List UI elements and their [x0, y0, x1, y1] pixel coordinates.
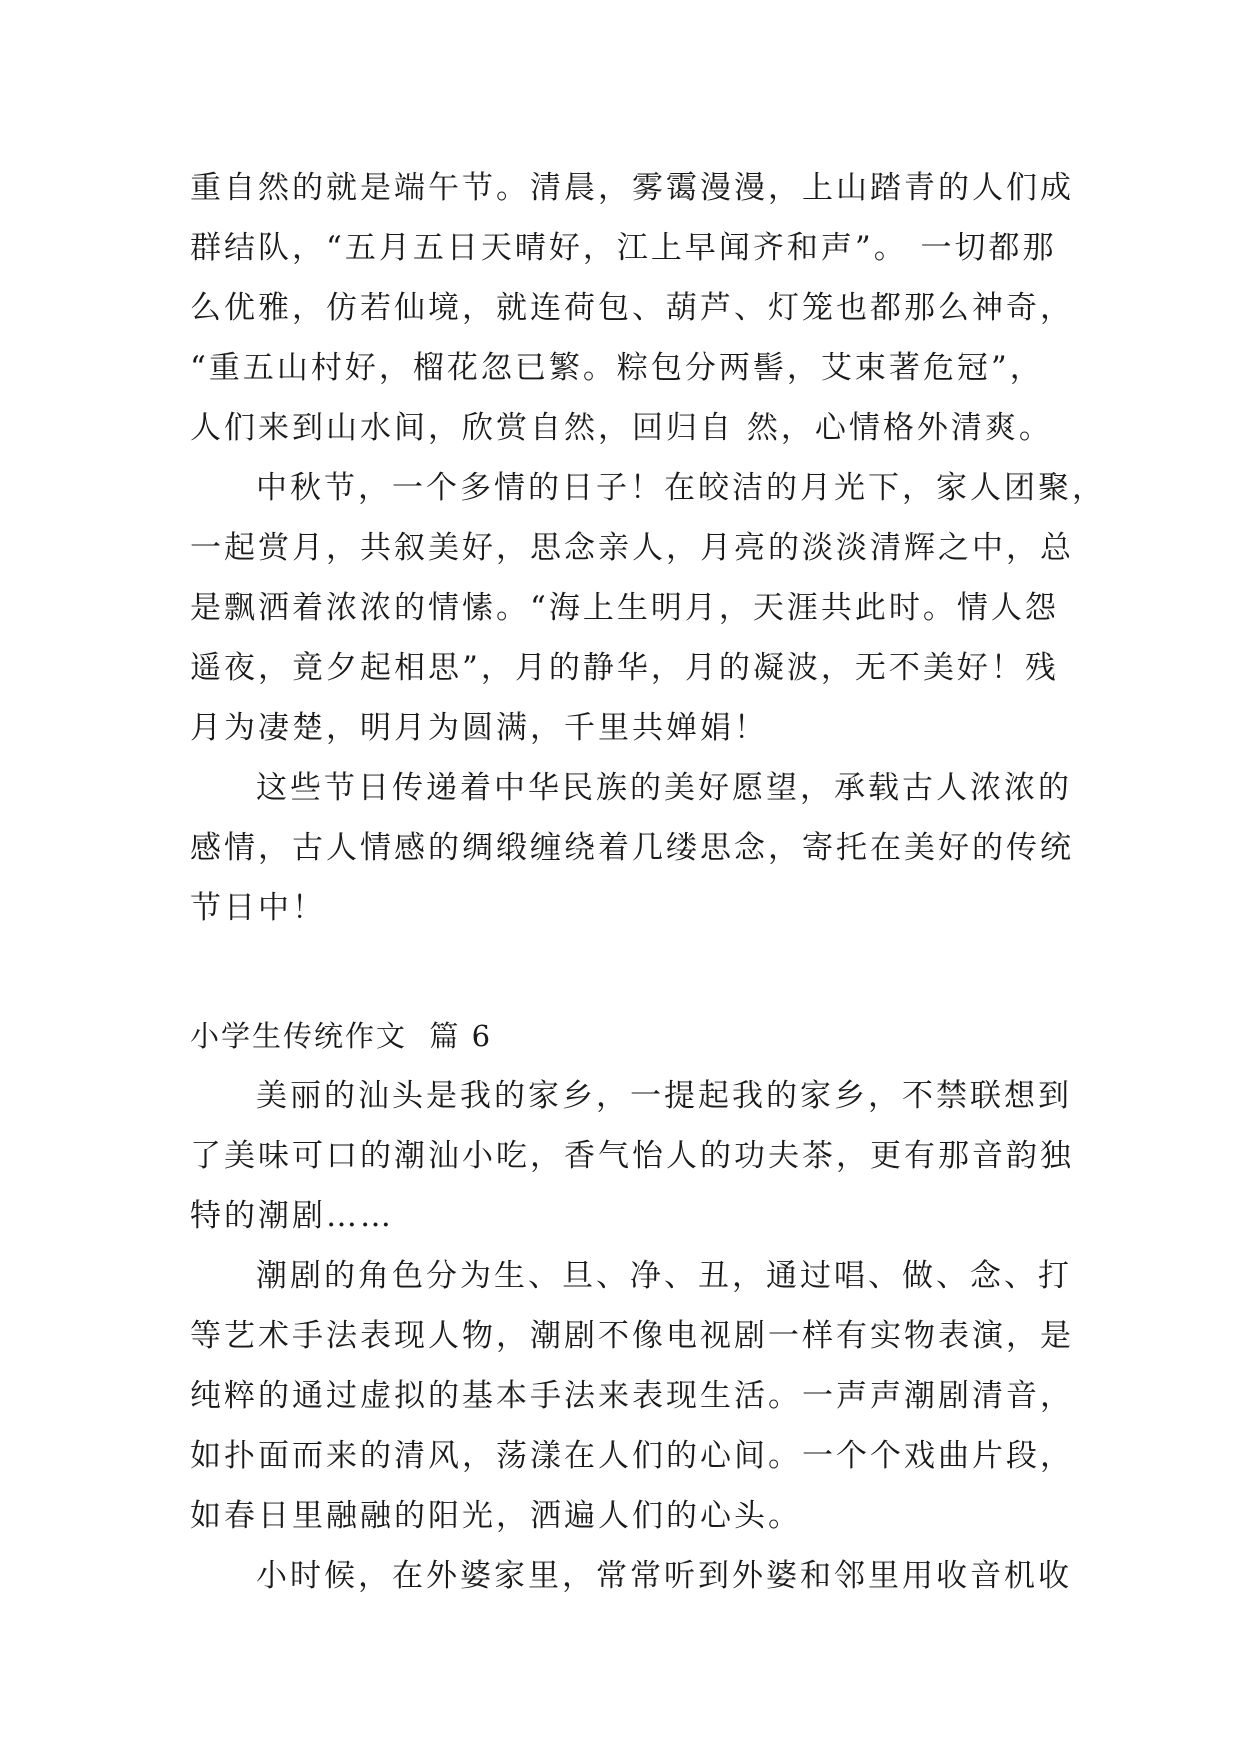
text-line: 中秋节，一个多情的日子！在皎洁的月光下，家人团聚， [256, 470, 1106, 506]
text-line: 如春日里融融的阳光，洒遍人们的心头。 [190, 1498, 802, 1534]
section-gap [190, 938, 1058, 1006]
text-line: 人们来到山水间，欣赏自然，回归自 然，心情格外清爽。 [190, 410, 1053, 446]
paragraph-dragon-boat [190, 158, 1074, 458]
paragraph-childhood [190, 1546, 1072, 1606]
text-line: 了美味可口的潮汕小吃，香气怡人的功夫茶，更有那音韵独 [190, 1138, 1074, 1174]
paragraph-chaozhou-opera [190, 1246, 1074, 1546]
section-title: 小学生传统作文 篇 6 [190, 1019, 493, 1053]
text-line: 等艺术手法表现人物，潮剧不像电视剧一样有实物表演，是 [190, 1318, 1074, 1354]
text-line: 潮剧的角色分为生、旦、净、丑，通过唱、做、念、打 [256, 1258, 1072, 1294]
text-line: 一起赏月，共叙美好，思念亲人，月亮的淡淡清辉之中，总 [190, 530, 1074, 566]
text-line: 月为凄楚，明月为圆满，千里共婵娟！ [190, 710, 768, 746]
text-line: 感情，古人情感的绸缎缠绕着几缕思念，寄托在美好的传统 [190, 830, 1074, 866]
text-line: 重自然的就是端午节。清晨，雾霭漫漫，上山踏青的人们成 [190, 170, 1074, 206]
text-line: 如扑面而来的清风，荡漾在人们的心间。一个个戏曲片段， [190, 1438, 1074, 1474]
text-line: “重五山村好，榴花忽已繁。粽包分两髻，艾束著危冠”， [190, 350, 1044, 386]
paragraph-hometown [190, 1066, 1074, 1246]
document-page [190, 158, 1106, 1606]
paragraph-conclusion [190, 758, 1074, 938]
text-line: 小时候，在外婆家里，常常听到外婆和邻里用收音机收 [256, 1558, 1072, 1594]
text-line: 特的潮剧…… [190, 1198, 394, 1234]
text-line: 节日中！ [190, 890, 326, 926]
text-line: 么优雅，仿若仙境，就连荷包、葫芦、灯笼也都那么神奇， [190, 290, 1074, 326]
paragraph-mid-autumn [190, 458, 1106, 758]
text-line: 这些节日传递着中华民族的美好愿望，承载古人浓浓的 [256, 770, 1072, 806]
text-line: 是飘洒着浓浓的情愫。“海上生明月，天涯共此时。情人怨 [190, 590, 1059, 626]
text-line: 纯粹的通过虚拟的基本手法来表现生活。一声声潮剧清音， [190, 1378, 1074, 1414]
text-line: 美丽的汕头是我的家乡，一提起我的家乡，不禁联想到 [256, 1078, 1072, 1114]
text-line: 遥夜，竟夕起相思”，月的静华，月的凝波，无不美好！残 [190, 650, 1059, 686]
text-line: 群结队，“五月五日天晴好，江上早闻齐和声”。 一切都那 [190, 230, 1057, 266]
